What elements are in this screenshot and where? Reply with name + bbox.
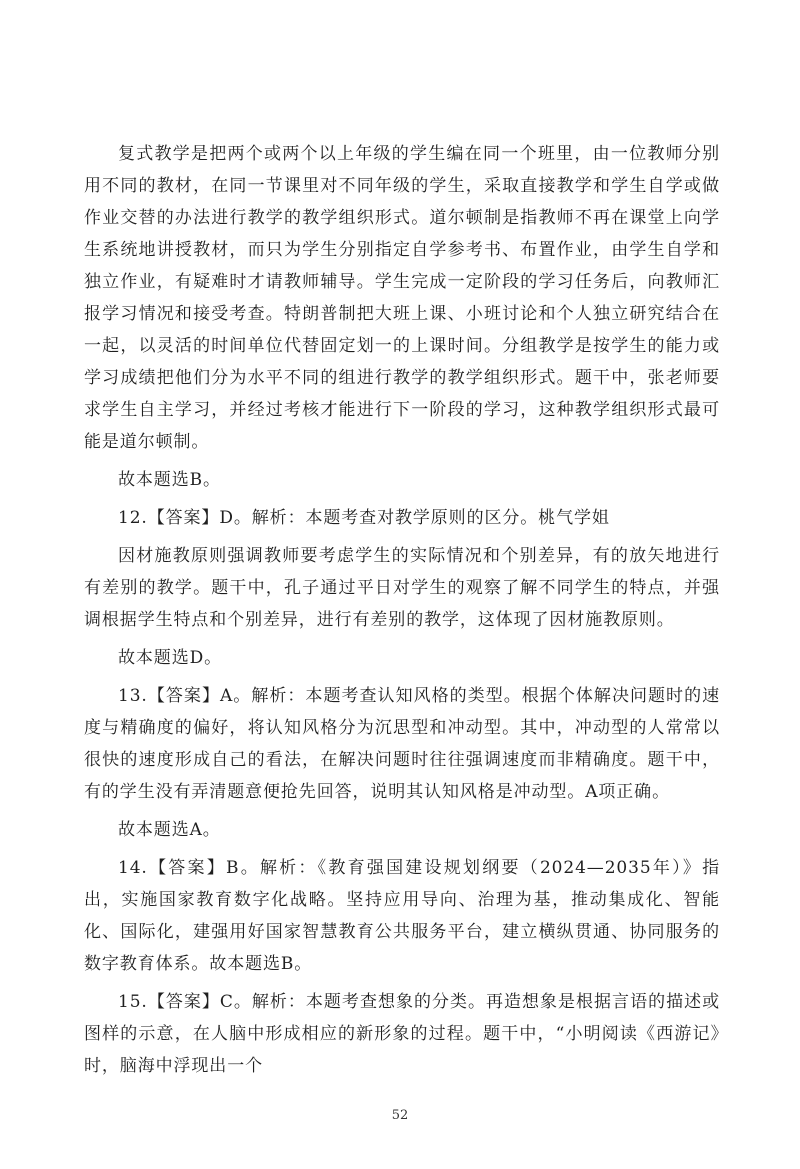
paragraph-answer-13-conclusion: 故本题选A。 <box>118 820 221 840</box>
paragraph-question-13-answer: 13.【答案】A。解析：本题考查认知风格的类型。根据个体解决问题时的速度与精确度的偏好，将认知风格分为沉思型和冲动型。其中，冲动型的人常常以很快的速度形成自己的看法，在解决问题时往往强调速度而非精确度。题干中，有的学生没有弄清题意便抢先回答，说明其认知风格是冲动型。A项正确。 <box>84 686 720 802</box>
paragraph-question-15-answer: 15.【答案】C。解析：本题考查想象的分类。再造想象是根据言语的描述或图样的示意，在人脑中形成相应的新形象的过程。题干中，“小明阅读《西游记》时，脑海中浮现出一个 <box>84 992 720 1076</box>
paragraph-answer-11-conclusion: 故本题选B。 <box>118 470 221 490</box>
paragraph-question-14-answer: 14.【答案】B。解析：《教育强国建设规划纲要（2024—2035年）》指出，实施国家教育数字化战略。坚持应用导向、治理为基，推动集成化、智能化、国际化，建强用好国家智慧教育公共服务平台，建立横纵贯通、协同服务的数字教育体系。故本题选B。 <box>84 858 720 974</box>
paragraph-dalton-explanation: 复式教学是把两个或两个以上年级的学生编在同一个班里，由一位教师分别用不同的教材，在同一节课里对不同年级的学生，采取直接教学和学生自学或做作业交替的办法进行教学的教学组织形式。道尔顿制是指教师不再在课堂上向学生系统地讲授教材，而只为学生分别指定自学参考书、布置作业，由学生自学和独立作业，有疑难时才请教师辅导。学生完成一定阶段的学习任务后，向教师汇报学习情况和接受考查。特朗普制把大班上课、小班讨论和个人独立研究结合在一起，以灵活的时间单位代替固定划一的上课时间。分组教学是按学生的能力或学习成绩把他们分为水平不同的组进行教学的教学组织形式。题干中，张老师要求学生自主学习，并经过考核才能进行下一阶段的学习，这种教学组织形式最可能是道尔顿制。 <box>84 144 720 452</box>
page-number: 52 <box>391 1108 409 1123</box>
paragraph-answer-12-conclusion: 故本题选D。 <box>118 648 223 668</box>
paragraph-question-12-explanation: 因材施教原则强调教师要考虑学生的实际情况和个别差异，有的放矢地进行有差别的教学。题干中，孔子通过平日对学生的观察了解不同学生的特点，并强调根据学生特点和个别差异，进行有差别的教学，这体现了因材施教原则。 <box>84 546 720 630</box>
page-content <box>84 138 720 1082</box>
paragraph-question-12-answer: 12.【答案】D。解析：本题考查对教学原则的区分。桃气学姐 <box>118 508 610 528</box>
